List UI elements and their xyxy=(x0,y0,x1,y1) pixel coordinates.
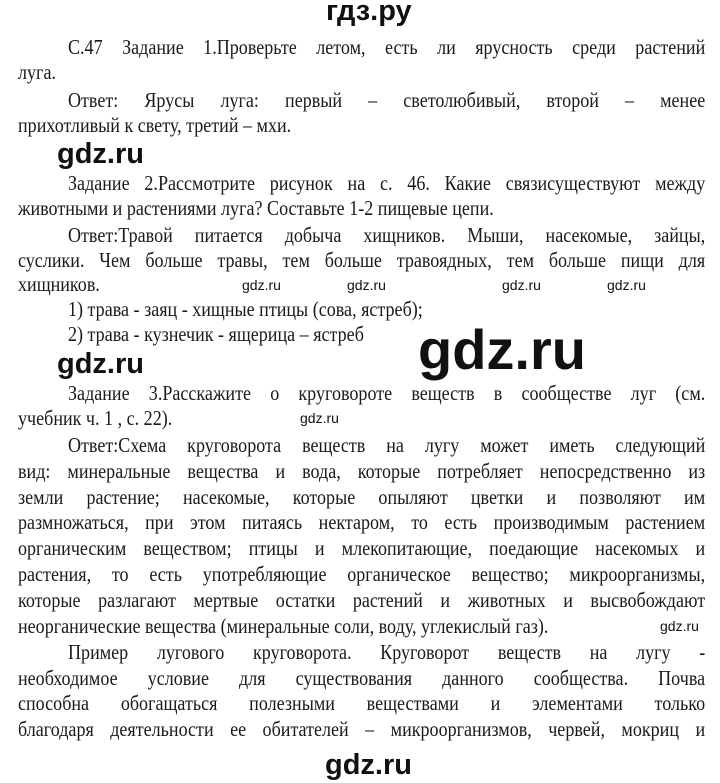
text-line: учебник ч. 1 , с. 22). xyxy=(18,406,173,430)
watermark-small: gdz.ru xyxy=(502,277,541,293)
text-line: Ответ: Ярусы луга: первый – светолюбивый, второй – менее xyxy=(68,88,706,112)
text-line: хищников. xyxy=(18,272,100,296)
text-line: 2) трава - кузнечик - ящерица – ястреб xyxy=(68,322,364,346)
text-line: прихотливый к свету, третий – мхи. xyxy=(18,113,292,137)
text-line: размножаться, при этом питаясь нектаром, то есть производимым растением xyxy=(18,510,706,534)
watermark-large: gdz.ru xyxy=(418,318,586,381)
watermark: gdz.ru xyxy=(57,348,144,380)
watermark-small: gdz.ru xyxy=(242,277,281,293)
text-line: вид: минеральные вещества и вода, которые потребляет непосредственно из xyxy=(18,459,706,483)
text-line: способна обогащаться полезными веществами и элементами только xyxy=(18,691,706,715)
text-line: органическим веществом; птицы и млекопитающие, поедающие насекомых и xyxy=(18,536,706,560)
text-line: суслики. Чем больше травы, тем больше травоядных, тем больше пищи для xyxy=(18,248,706,272)
watermark: gdz.ru xyxy=(57,138,144,170)
text-line: Ответ:Травой питается добыча хищников. Мыши, насекомые, зайцы, xyxy=(68,223,706,247)
text-line: которые разлагают мертвые остатки растений и животных и высвобождают xyxy=(18,588,706,612)
text-line: С.47 Задание 1.Проверьте летом, есть ли ярусность среди растений xyxy=(68,35,706,59)
text-line: Задание 2.Рассмотрите рисунок на с. 46. Какие связисуществуют между xyxy=(68,171,706,195)
text-line: Ответ:Схема круговорота веществ на лугу может иметь следующий xyxy=(68,433,706,457)
text-line: растения, то есть употребляющие органическое вещество; микроорганизмы, xyxy=(18,562,706,586)
text-line: животными и растениями луга? Составьте 1-2 пищевые цепи. xyxy=(18,196,494,220)
header-watermark: гдз.ру xyxy=(326,0,412,27)
text-line: благодаря деятельности ее обитателей – микроорганизмов, червей, мокриц и xyxy=(18,717,706,741)
text-line: 1) трава - заяц - хищные птицы (сова, ястреб); xyxy=(68,297,423,321)
text-line: необходимое условие для существования данного сообщества. Почва xyxy=(18,666,706,690)
text-line: неорганические вещества (минеральные соли, воду, углекислый газ). xyxy=(18,614,549,638)
watermark-small: gdz.ru xyxy=(347,277,386,293)
text-line: луга. xyxy=(18,60,56,84)
watermark-small: gdz.ru xyxy=(607,277,646,293)
text-line: Пример лугового круговорота. Круговорот веществ на лугу - xyxy=(68,640,706,664)
text-line: земли растение; насекомые, которые опыляют цветки и позволяют им xyxy=(18,485,706,509)
footer-watermark: gdz.ru xyxy=(325,749,412,781)
text-line: Задание 3.Расскажите о круговороте веществ в сообществе луг (см. xyxy=(68,381,706,405)
watermark-small: gdz.ru xyxy=(660,618,699,634)
watermark-small: gdz.ru xyxy=(300,410,339,426)
